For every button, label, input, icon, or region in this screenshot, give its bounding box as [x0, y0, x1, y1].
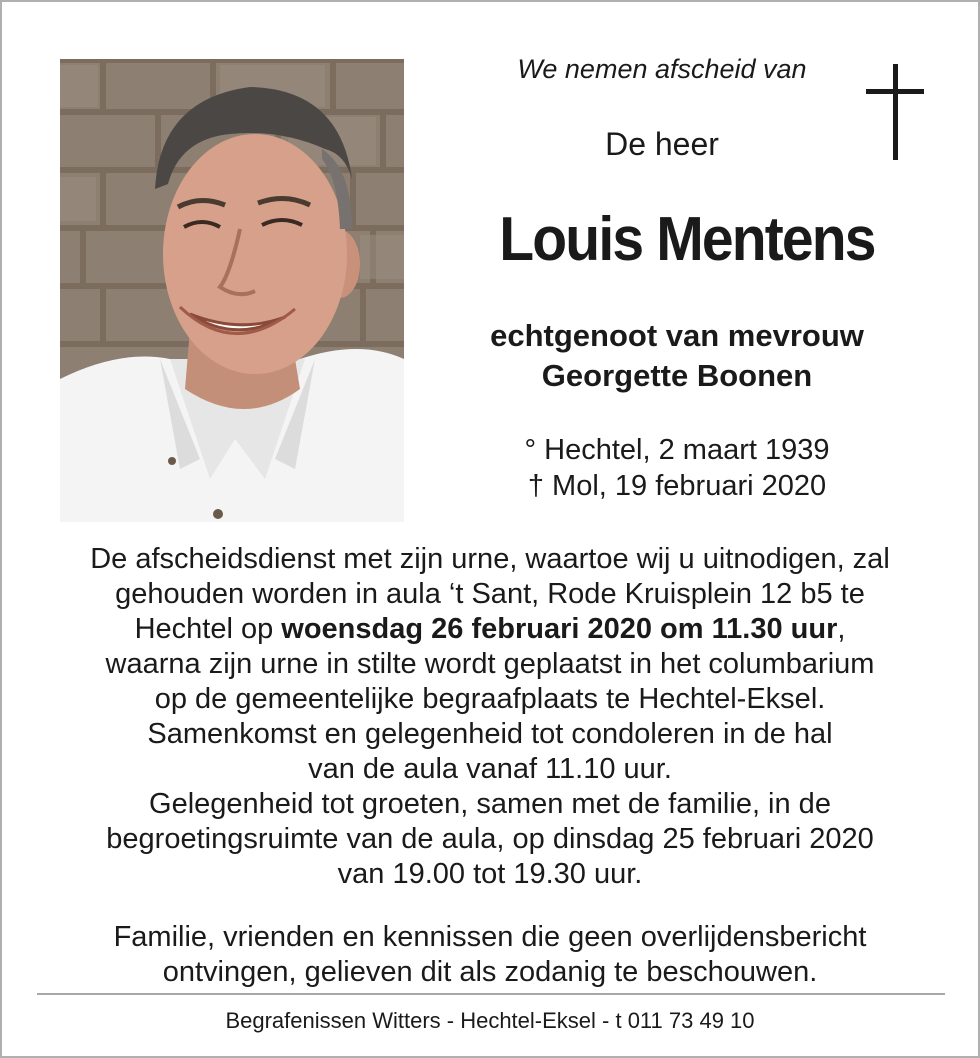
- cross-icon: [866, 64, 924, 160]
- intro-line: We nemen afscheid van: [517, 54, 807, 84]
- spouse-line-1: echtgenoot van mevrouw: [490, 318, 864, 353]
- death-date: † Mol, 19 februari 2020: [527, 470, 827, 502]
- service-line: Gelegenheid tot groeten, samen met de familie, in de: [149, 788, 831, 820]
- service-line: op de gemeentelijke begraafplaats te Hechtel-Eksel.: [154, 683, 826, 715]
- spouse-line-2: Georgette Boonen: [541, 358, 813, 393]
- closing-line-1: Familie, vrienden en kennissen die geen overlijdensbericht: [113, 921, 867, 953]
- closing-note: [32, 920, 948, 990]
- portrait-photo: [60, 59, 404, 522]
- service-line: van 19.00 tot 19.30 uur.: [337, 858, 643, 890]
- spouse-block: [442, 316, 912, 396]
- birth-date: ° Hechtel, 2 maart 1939: [524, 434, 830, 466]
- service-details: [32, 542, 948, 892]
- closing-line-2: ontvingen, gelieven dit als zodanig te beschouwen.: [162, 956, 818, 988]
- service-line: van de aula vanaf 11.10 uur.: [308, 753, 672, 785]
- service-line: waarna zijn urne in stilte wordt geplaatst in het columbarium: [105, 648, 875, 680]
- footer-divider: [37, 993, 945, 995]
- service-line-date: Hechtel op woensdag 26 februari 2020 om 11.30 uur,: [134, 613, 846, 645]
- funeral-home-footer: Begrafenissen Witters - Hechtel-Eksel - t 011 73 49 10: [225, 1008, 755, 1033]
- service-line: gehouden worden in aula ‘t Sant, Rode Kruisplein 12 b5 te: [115, 578, 865, 610]
- service-datetime: woensdag 26 februari 2020 om 11.30 uur: [281, 613, 838, 645]
- service-line: begroetingsruimte van de aula, op dinsdag 25 februari 2020: [106, 823, 874, 855]
- honorific: De heer: [605, 126, 719, 162]
- deceased-name: Louis Mentens: [499, 205, 875, 274]
- service-line: De afscheidsdienst met zijn urne, waartoe wij u uitnodigen, zal: [90, 543, 890, 575]
- service-line: Samenkomst en gelegenheid tot condoleren in de hal: [147, 718, 833, 750]
- life-dates: [442, 432, 912, 504]
